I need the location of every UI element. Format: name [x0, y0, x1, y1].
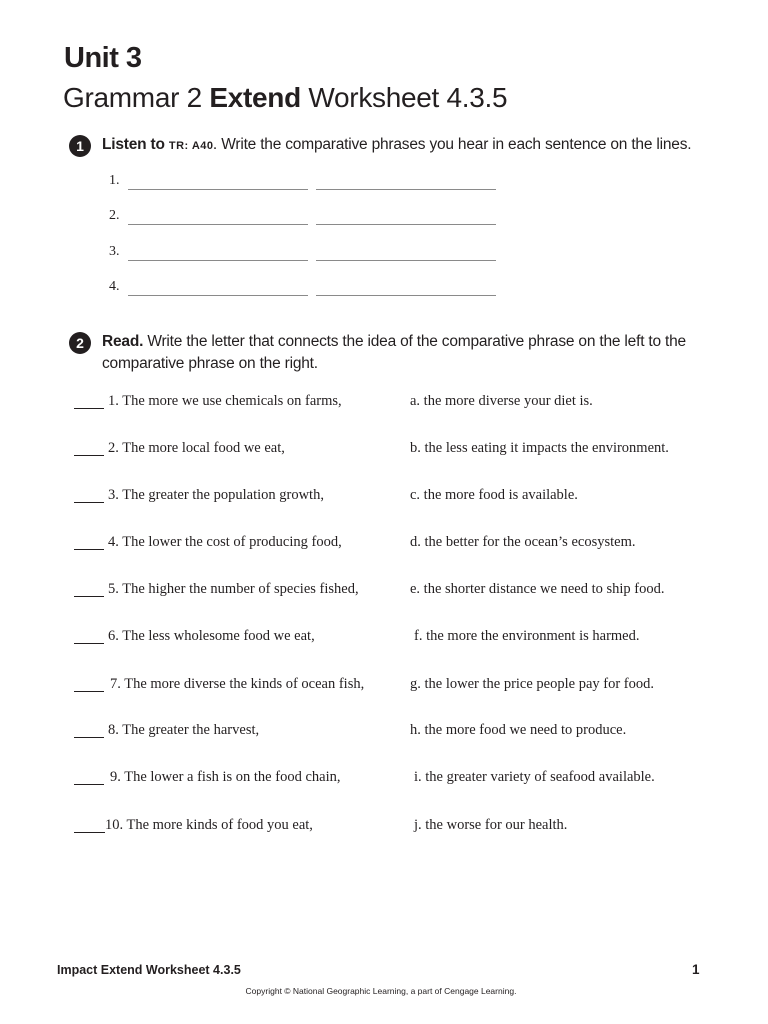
phrase-left: 2. The more local food we eat, — [108, 440, 285, 456]
matching-item — [74, 393, 714, 413]
activity-1-number-badge: 1 — [69, 135, 91, 157]
matching-item — [74, 440, 714, 460]
phrase-right: j. the worse for our health. — [414, 817, 568, 833]
answer-row-number: 1. — [109, 173, 120, 188]
activity-1-text: Write the comparative phrases you hear in each sentence on the lines. — [217, 136, 692, 153]
phrase-left: 4. The lower the cost of producing food, — [108, 534, 342, 550]
matching-item — [74, 581, 714, 601]
matching-item — [74, 534, 714, 554]
phrase-right: i. the greater variety of seafood available. — [414, 769, 655, 785]
matching-item — [74, 487, 714, 507]
matching-item — [74, 769, 714, 789]
answer-line[interactable] — [316, 295, 496, 296]
answer-blank[interactable] — [74, 784, 104, 785]
answer-line[interactable] — [316, 189, 496, 190]
phrase-left: 7. The more diverse the kinds of ocean fish, — [110, 676, 365, 692]
answer-line[interactable] — [128, 260, 308, 261]
title-prefix: Grammar 2 — [63, 82, 210, 113]
phrase-left: 1. The more we use chemicals on farms, — [108, 393, 342, 409]
answer-line[interactable] — [128, 295, 308, 296]
answer-blank[interactable] — [74, 502, 104, 503]
phrase-right: c. the more food is available. — [410, 487, 578, 503]
phrase-left: 6. The less wholesome food we eat, — [108, 628, 315, 644]
phrase-right: f. the more the environment is harmed. — [414, 628, 640, 644]
answer-line[interactable] — [128, 189, 308, 190]
footer-worksheet-name: Impact Extend Worksheet 4.3.5 — [57, 963, 241, 977]
answer-line[interactable] — [316, 224, 496, 225]
phrase-right: g. the lower the price people pay for food. — [410, 676, 654, 692]
unit-heading: Unit 3 — [64, 42, 142, 74]
copyright-notice: Copyright © National Geographic Learning, a part of Cengage Learning. — [245, 986, 517, 996]
title-suffix: Worksheet 4.3.5 — [300, 82, 508, 113]
phrase-right: e. the shorter distance we need to ship food. — [410, 581, 665, 597]
answer-blank[interactable] — [74, 549, 104, 550]
phrase-left: 9. The lower a fish is on the food chain, — [110, 769, 341, 785]
answer-line[interactable] — [128, 224, 308, 225]
answer-blank[interactable] — [74, 455, 104, 456]
worksheet-title — [63, 82, 507, 114]
activity-2-text-line-2: comparative phrase on the right. — [102, 355, 318, 372]
answer-row-number: 3. — [109, 244, 120, 259]
answer-blank[interactable] — [74, 596, 104, 597]
title-bold-word: Extend — [209, 82, 301, 113]
activity-2-number-badge: 2 — [69, 332, 91, 354]
phrase-left: 5. The higher the number of species fished, — [108, 581, 359, 597]
track-reference: TR: A40. — [168, 140, 218, 152]
phrase-left: 8. The greater the harvest, — [108, 722, 260, 738]
activity-2-instructions — [102, 331, 686, 375]
phrase-right: b. the less eating it impacts the environment. — [410, 440, 669, 456]
answer-blank[interactable] — [74, 737, 104, 738]
matching-item — [74, 817, 714, 837]
matching-item — [74, 722, 714, 742]
answer-line[interactable] — [316, 260, 496, 261]
matching-item — [74, 676, 714, 696]
activity-2-lead: Read. — [102, 333, 144, 350]
answer-blank[interactable] — [74, 408, 104, 409]
activity-1-instructions — [102, 134, 691, 157]
page-number: 1 — [692, 962, 700, 977]
answer-row-number: 2. — [109, 208, 120, 223]
answer-blank[interactable] — [74, 832, 105, 833]
phrase-right: d. the better for the ocean’s ecosystem. — [410, 534, 636, 550]
phrase-right: h. the more food we need to produce. — [410, 722, 627, 738]
phrase-left: 3. The greater the population growth, — [108, 487, 324, 503]
answer-blank[interactable] — [74, 643, 104, 644]
answer-blank[interactable] — [74, 691, 104, 692]
activity-1-lead: Listen to — [102, 136, 165, 153]
matching-item — [74, 628, 714, 648]
answer-row-number: 4. — [109, 279, 120, 294]
activity-2-text-line-1: Write the letter that connects the idea of the comparative phrase on the left to the — [143, 333, 686, 350]
phrase-right: a. the more diverse your diet is. — [410, 393, 593, 409]
phrase-left: 10. The more kinds of food you eat, — [105, 817, 313, 833]
